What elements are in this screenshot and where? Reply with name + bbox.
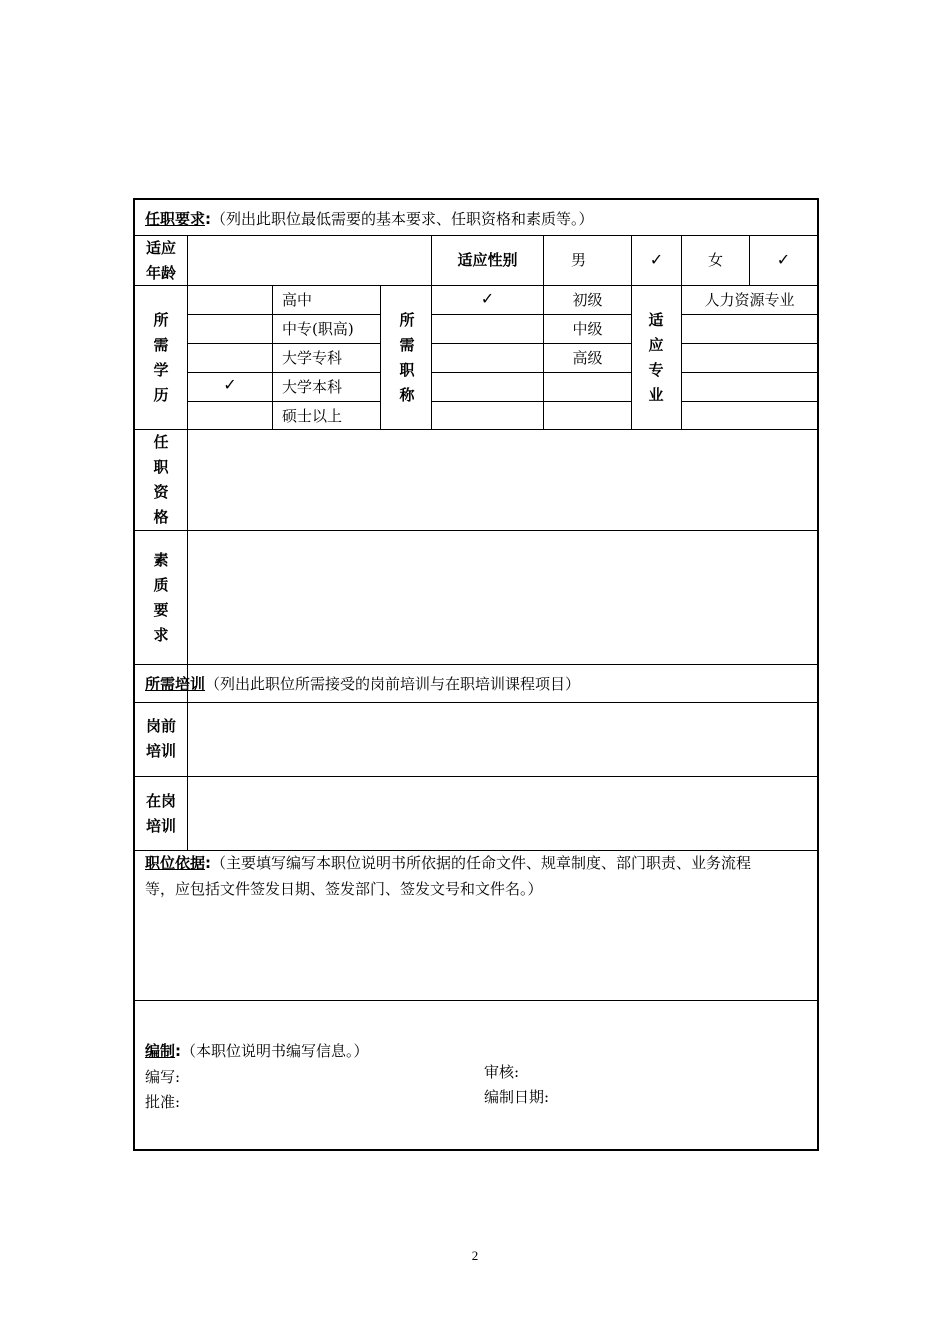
- title-level-intermediate: 中级: [572, 320, 603, 338]
- education-level-master: 硕士以上: [282, 407, 343, 425]
- age-label-line1: 适应: [145, 239, 176, 257]
- gender-male-checkbox[interactable]: ✓: [649, 250, 664, 269]
- onjob-training-label: [135, 789, 187, 839]
- reviewer-field[interactable]: 审核:: [484, 1063, 520, 1081]
- major-label: 适应专业: [648, 311, 664, 404]
- title-level-junior: 初级: [572, 291, 603, 309]
- compile-header: [145, 1042, 369, 1060]
- education-level-highschool: 高中: [282, 291, 313, 309]
- page-number: 2: [471, 1248, 479, 1263]
- major-value[interactable]: 人力资源专业: [704, 291, 795, 309]
- date-field[interactable]: 编制日期:: [484, 1088, 550, 1106]
- compile-colon: :: [175, 1042, 182, 1060]
- training-header: [145, 675, 580, 693]
- education-level-vocational: 中专(职高): [282, 320, 354, 338]
- title-check-junior[interactable]: ✓: [480, 289, 495, 308]
- pre-training-line1: 岗前: [145, 717, 176, 735]
- gender-female-checkbox[interactable]: ✓: [776, 250, 791, 269]
- basis-note-line1: （主要填写编写本职位说明书所依据的任命文件、规章制度、部门职责、业务流程: [211, 854, 752, 872]
- onjob-training-line2: 培训: [145, 817, 176, 835]
- title-label: 所需职称: [399, 311, 415, 404]
- compile-note: （本职位说明书编写信息。）: [181, 1042, 369, 1060]
- education-check-bachelor[interactable]: ✓: [223, 375, 237, 394]
- job-requirements-table: [133, 198, 819, 1151]
- education-level-bachelor: 大学本科: [282, 378, 343, 396]
- education-level-associate: 大学专科: [282, 349, 343, 367]
- basis-colon: :: [205, 854, 212, 872]
- pre-training-line2: 培训: [145, 742, 176, 760]
- requirements-title: 任职要求: [145, 210, 206, 228]
- onjob-training-line1: 在岗: [145, 792, 176, 810]
- compile-title: 编制: [145, 1042, 176, 1060]
- education-label: 所需学历: [153, 311, 169, 404]
- basis-header: [145, 854, 751, 872]
- writer-field[interactable]: 编写:: [145, 1068, 181, 1086]
- age-label-line2: 年龄: [145, 264, 176, 282]
- qualification-label: 任职资格: [153, 433, 169, 526]
- requirements-header: [145, 210, 594, 228]
- training-note: （列出此职位所需接受的岗前培训与在职培训课程项目）: [205, 675, 581, 693]
- gender-female-label: 女: [707, 251, 723, 269]
- quality-label: 素质要求: [153, 551, 169, 644]
- basis-note-line2: 等，应包括文件签发日期、签发部门、签发文号和文件名。）: [145, 880, 543, 898]
- title-level-senior: 高级: [572, 349, 603, 367]
- pre-training-label: [135, 714, 187, 764]
- training-title: 所需培训: [145, 675, 206, 693]
- requirements-colon: :: [205, 210, 212, 228]
- basis-title: 职位依据: [145, 854, 206, 872]
- age-label: [135, 236, 187, 286]
- gender-male-label: 男: [571, 251, 587, 269]
- gender-label: 适应性别: [457, 251, 518, 269]
- requirements-note: （列出此职位最低需要的基本要求、任职资格和素质等。）: [211, 210, 594, 228]
- approver-field[interactable]: 批准:: [145, 1093, 181, 1111]
